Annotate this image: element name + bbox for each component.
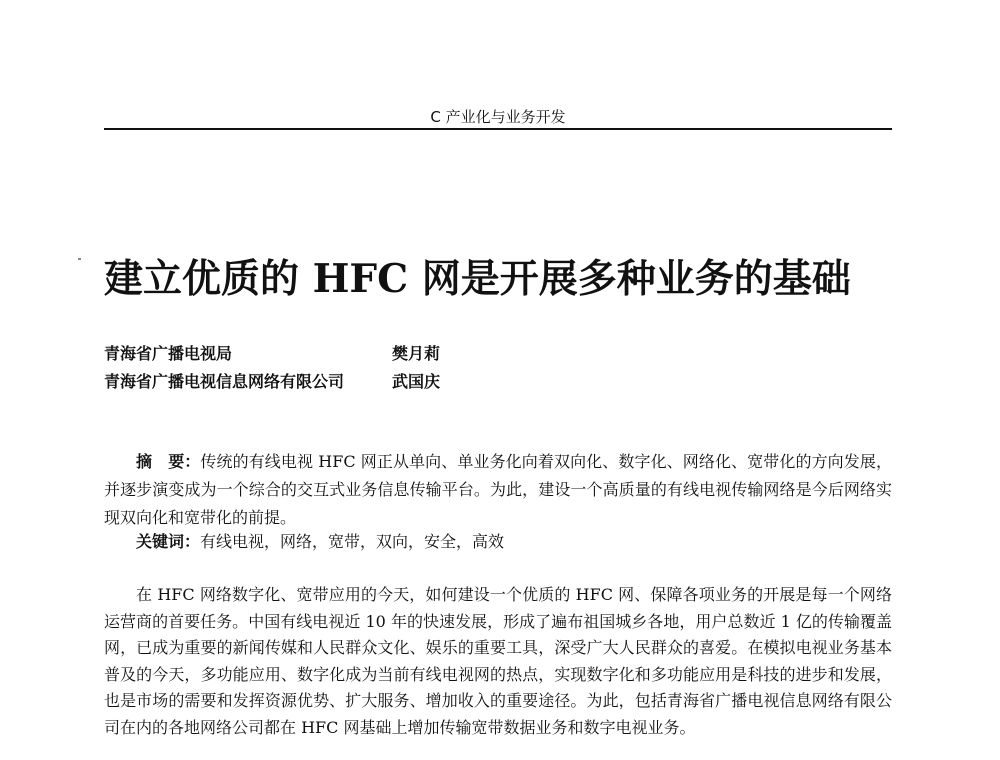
stray-mark	[78, 258, 81, 260]
author-affiliation: 青海省广播电视局	[104, 344, 233, 363]
running-header: C 产业化与业务开发	[430, 108, 566, 126]
author-row	[104, 340, 440, 368]
abstract-label: 摘 要：	[136, 452, 201, 471]
author-name: 武国庆	[392, 372, 441, 391]
article-title: 建立优质的 HFC 网是开展多种业务的基础	[104, 256, 851, 302]
body-text	[104, 582, 892, 741]
author-block	[104, 340, 440, 396]
body-paragraph: 在 HFC 网络数字化、宽带应用的今天，如何建设一个优质的 HFC 网、保障各项业务的开展是每一个网络运营商的首要任务。中国有线电视近 10 年的快速发展，形成了遍布祖国城乡各地，用户总数近 1 亿的传输覆盖网，已成为重要的新闻传媒和人民群众文化、娱乐的重要工具，深受广大人民群众的喜爱。在模拟电视业务基本普及的今天，多功能应用、数字化成为当前有线电视网的热点，实现数字化和多功能应用是科技的进步和发展，也是市场的需要和发挥资源优势、扩大服务、增加收入的重要途径。为此，包括青海省广播电视信息网络有限公司在内的各地网络公司都在 HFC 网基础上增加传输宽带数据业务和数字电视业务。	[104, 585, 892, 737]
abstract-paragraph	[104, 448, 892, 532]
keywords-label: 关键词：	[136, 532, 201, 551]
keywords-text: 有线电视，网络，宽带，双向，安全，高效	[200, 532, 505, 551]
author-name: 樊月莉	[392, 344, 441, 363]
author-affiliation: 青海省广播电视信息网络有限公司	[104, 372, 345, 391]
abstract	[104, 448, 892, 532]
abstract-text: 传统的有线电视 HFC 网正从单向、单业务化向着双向化、数字化、网络化、宽带化的方向发展，并逐步演变成为一个综合的交互式业务信息传输平台。为此，建设一个高质量的有线电视传输网络是今后网络实现双向化和宽带化的前提。	[104, 452, 892, 527]
keywords	[104, 528, 892, 556]
author-row	[104, 368, 440, 396]
header-rule	[104, 128, 892, 130]
